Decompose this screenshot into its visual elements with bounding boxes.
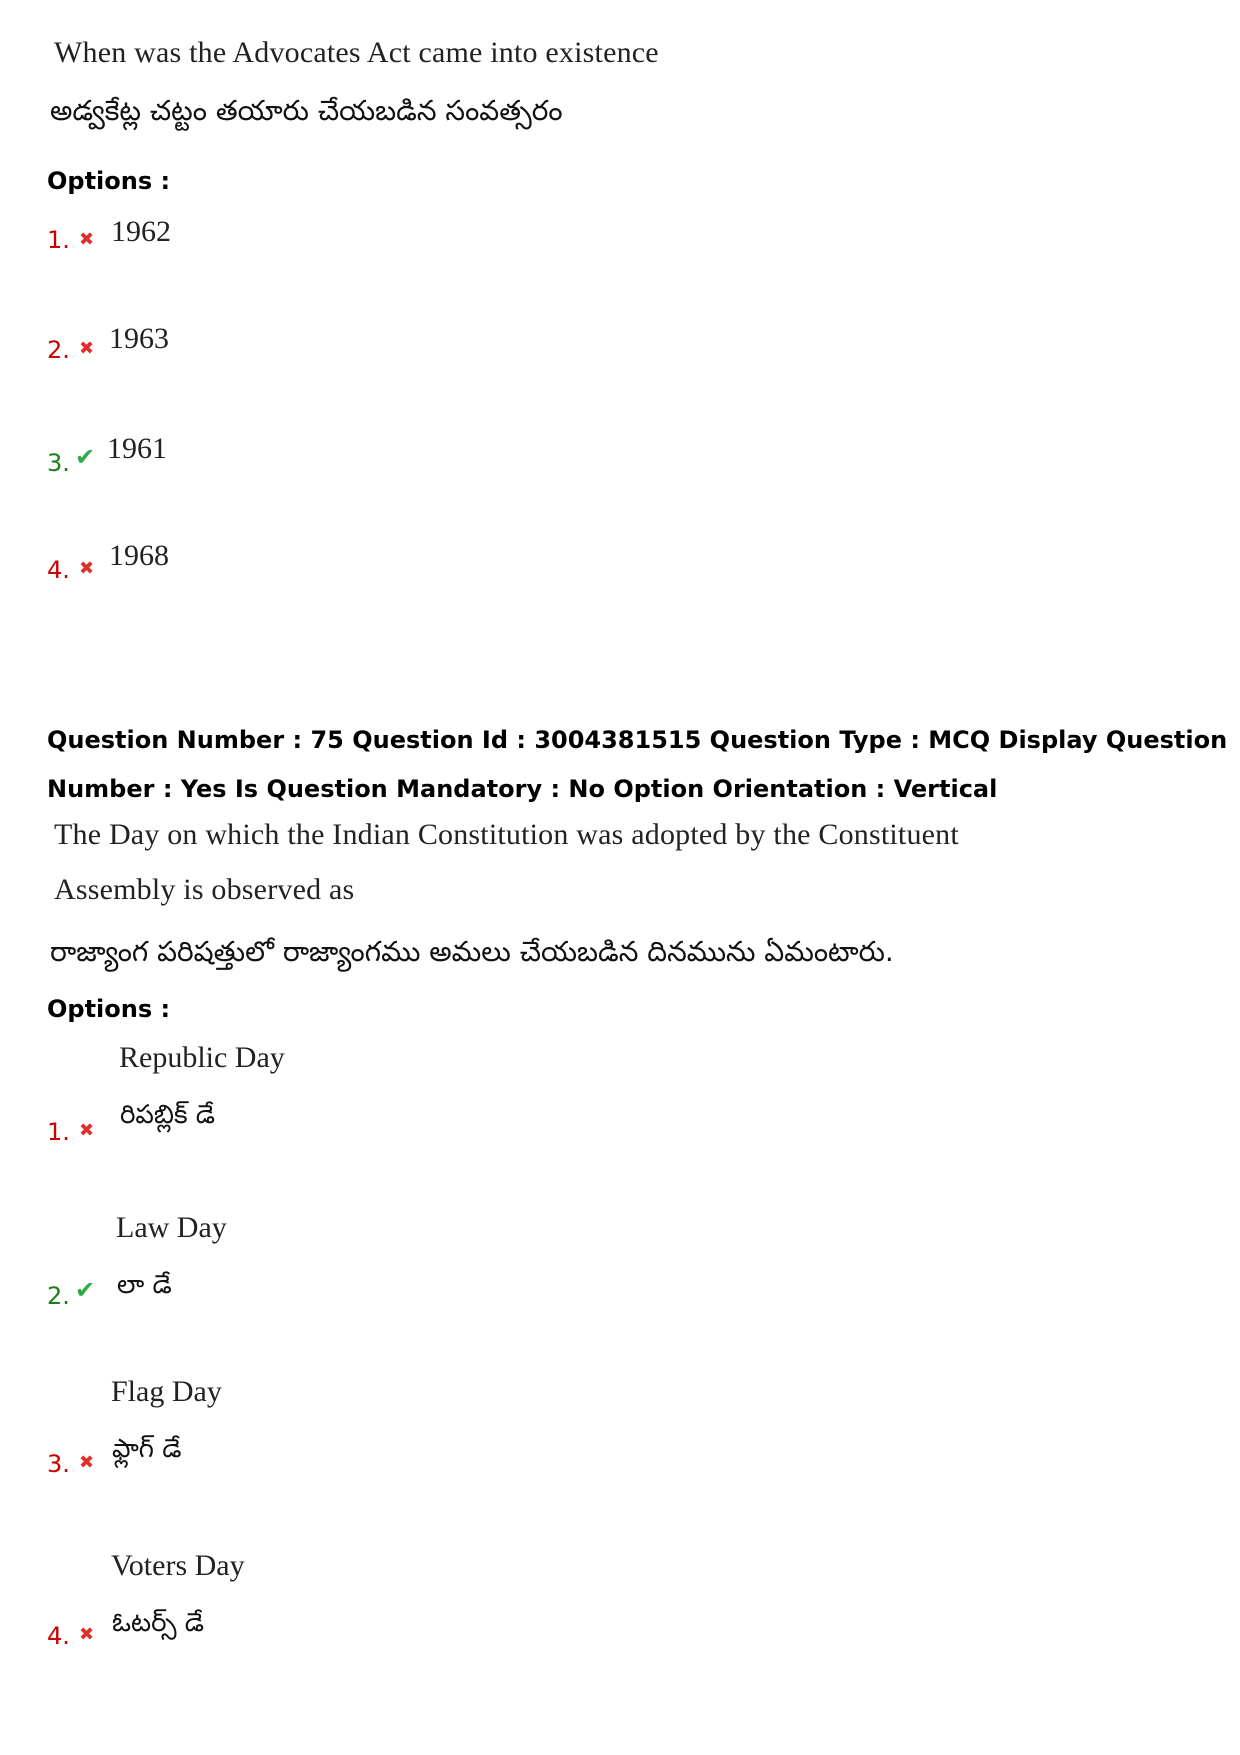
q74-option-2-value: 1963: [109, 322, 169, 355]
q75-meta-line-2: Number : Yes Is Question Mandatory : No Option Orientation : Vertical: [47, 775, 998, 803]
q75-option-3[interactable]: [47, 1450, 70, 1478]
q74-option-4-value: 1968: [109, 539, 169, 572]
q75-option-3-value-te: ఫ్లాగ్ డే: [112, 1434, 182, 1464]
q74-option-3[interactable]: [47, 449, 70, 477]
q74-option-1-value: 1962: [111, 215, 171, 248]
q74-option-3-number: 3.: [47, 449, 70, 477]
q75-options-label: Options :: [47, 995, 171, 1023]
q75-option-1-number: 1.: [47, 1118, 70, 1146]
q74-option-4-number: 4.: [47, 556, 70, 584]
cross-icon: ✖: [79, 1624, 95, 1645]
q74-option-3-value: 1961: [107, 432, 167, 465]
q75-option-2-value-en: Law Day: [116, 1211, 227, 1244]
q74-option-4[interactable]: [47, 556, 70, 584]
cross-icon: ✖: [79, 1452, 95, 1473]
q75-option-2[interactable]: [47, 1282, 70, 1310]
q75-option-1-value-te: రిపబ్లిక్ డే: [120, 1100, 216, 1130]
cross-icon: ✖: [79, 229, 95, 250]
q75-option-1[interactable]: [47, 1118, 70, 1146]
q75-option-1-value-en: Republic Day: [119, 1041, 285, 1074]
q74-option-1[interactable]: [47, 226, 70, 254]
q75-option-4[interactable]: [47, 1622, 70, 1650]
q75-option-3-value-en: Flag Day: [111, 1375, 222, 1408]
check-icon: ✔: [75, 443, 96, 471]
q75-option-3-number: 3.: [47, 1450, 70, 1478]
q74-options-label: Options :: [47, 167, 171, 195]
q74-option-1-number: 1.: [47, 226, 70, 254]
q74-question-text-en: When was the Advocates Act came into existence: [54, 36, 659, 69]
q74-question-text-te: అడ్వకేట్ల చట్టం తయారు చేయబడిన సంవత్సరం: [50, 94, 563, 127]
cross-icon: ✖: [79, 338, 95, 359]
q75-question-text-en-line-2: Assembly is observed as: [54, 873, 355, 906]
q75-option-4-number: 4.: [47, 1622, 70, 1650]
q74-option-2[interactable]: [47, 336, 70, 364]
q75-option-4-value-te: ఓటర్స్ డే: [112, 1608, 205, 1638]
q75-option-2-number: 2.: [47, 1282, 70, 1310]
q75-question-text-en-line-1: The Day on which the Indian Constitution was adopted by the Constituent: [54, 818, 959, 851]
q75-option-4-value-en: Voters Day: [111, 1549, 245, 1582]
q75-option-2-value-te: లా డే: [117, 1270, 172, 1300]
q75-meta-line-1: Question Number : 75 Question Id : 3004381515 Question Type : MCQ Display Question: [47, 726, 1228, 754]
q75-question-text-te: రాజ్యాంగ పరిషత్తులో రాజ్యాంగము అమలు చేయబడిన దినమును ఏమంటారు.: [50, 935, 894, 968]
cross-icon: ✖: [79, 1120, 95, 1141]
check-icon: ✔: [75, 1276, 96, 1304]
q74-option-2-number: 2.: [47, 336, 70, 364]
cross-icon: ✖: [79, 558, 95, 579]
